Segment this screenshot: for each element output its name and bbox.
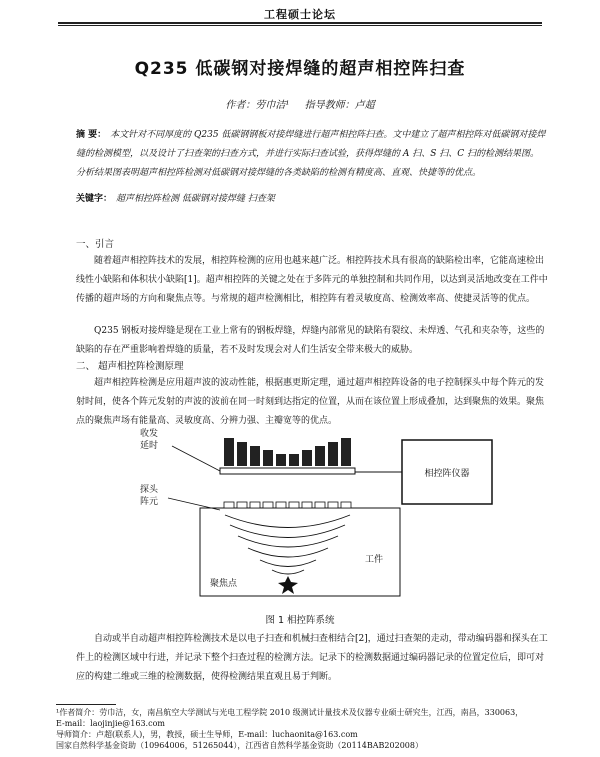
focus-point	[278, 576, 298, 594]
probe-body	[220, 468, 355, 474]
delay-bar	[237, 442, 247, 466]
header-rule-thin	[58, 25, 542, 26]
array-element	[341, 502, 351, 508]
label-instrument: 相控阵仪器	[424, 469, 470, 479]
label-probe: 探头	[140, 485, 159, 495]
abstract	[76, 126, 546, 183]
section-1-paragraph-1: 随着超声相控阵技术的发展，相控阵检测的应用也越来越广泛。相控阵技术具有很高的缺陷检出率，它能高速检出线性小缺陷和体积状小缺陷[1]。超声相控阵的关键之处在于多阵元的单独控制和共同作用，以达到灵活地改变在工件中传播的超声场的方向和聚焦点等。与常规的超声检测相比，相控阵有着灵敏度高、检测效率高、使捷灵活等的优点。	[76, 256, 548, 304]
paper-title: Q235 低碳钢对接焊缝的超声相控阵扫查	[134, 59, 466, 79]
array-element	[250, 502, 260, 508]
delay-bar	[341, 438, 351, 466]
header-rule	[58, 22, 542, 24]
array-element	[276, 502, 286, 508]
advisor-name: 指导教师：卢超	[304, 100, 375, 111]
wavefront	[225, 515, 350, 528]
array-element	[328, 502, 338, 508]
array-element	[315, 502, 325, 508]
delay-leader	[172, 446, 220, 471]
section-2-paragraph-1: 超声相控阵检测是应用超声波的波动性能，根据惠更斯定理，通过超声相控阵设备的电子控制探头中每个阵元的发射时间，使各个阵元发射的声波的波前在同一时刻到达指定的位置，从而在该位置上形成叠加，达到聚焦的效果。聚焦点的聚焦声场有能量高、灵敏度高、分辨力强、主瓣宽等的优点。	[76, 378, 545, 426]
author-name: 作者：劳巾洁¹	[225, 100, 290, 111]
delay-bar	[276, 454, 286, 466]
figure-caption: 图 1 相控阵系统	[265, 615, 335, 626]
keywords	[76, 190, 546, 209]
delay-bar	[302, 450, 312, 466]
label-workpiece: 工件	[365, 555, 384, 565]
section-1-paragraph-2: Q235 钢板对接焊缝是现在工业上常有的钢板焊缝，焊缝内部常见的缺陷有裂纹、未焊透、气孔和夹杂等，这些的缺陷的存在严重影响着焊缝的质量，若不及时发现会对人们生活安全带来极大的威胁。	[76, 326, 545, 355]
section-1-heading: 一、引言	[76, 239, 115, 250]
label-focus: 聚焦点	[210, 579, 238, 589]
delay-bar	[263, 450, 273, 466]
delay-bar	[250, 446, 260, 466]
delay-bars	[224, 438, 351, 466]
delay-bar	[289, 454, 299, 466]
array-element	[263, 502, 273, 508]
array-elements	[224, 502, 351, 508]
footnote-advisor: 导师简介：卢超(联系人)，男，教授，硕士生导师，E-mail：luchaonita@163.com	[56, 730, 358, 739]
array-element	[302, 502, 312, 508]
wavefront	[230, 525, 345, 538]
wavefront	[260, 560, 316, 567]
label-delay: 延时	[140, 441, 159, 451]
delay-bar	[328, 442, 338, 466]
footnote-author: ¹作者简介：劳巾洁，女，南昌航空大学测试与光电工程学院 2010 级测试计量技术及仪器专业硕士研究生，江西，南昌，330063，	[56, 708, 524, 717]
keywords-text: 超声相控阵检测 低碳钢对接焊缝 扫查架	[116, 194, 275, 204]
abstract-text: 本文针对不同厚度的 Q235 低碳钢钢板对接焊缝进行超声相控阵扫查。文中建立了超声相控阵对低碳钢对接焊缝的检测模型，以及设计了扫查架的扫查方式，并进行实际扫查试验，获得焊缝的 A 扫、S 扫、C 扫的检测结果图。分析结果图表明超声相控阵检测对低碳钢对接焊缝的各类缺陷的检测有精度高、直观、快捷等的优点。	[76, 130, 546, 178]
footnote-rule	[56, 704, 116, 705]
label-array: 阵元	[140, 497, 159, 507]
section-2-paragraph-2: 自动或半自动超声相控阵检测技术是以电子扫查和机械扫查相结合[2]，通过扫查架的走动，带动编码器和探头在工件上的检测区域中行进，并记录下整个扫查过程的检测方法。记录下的检测数据通过编码器记录的位置定位后，即可对应的构建二维或三维的检测数据，使得检测结果直观且易于判断。	[76, 634, 548, 682]
delay-bar	[224, 438, 234, 466]
section-2-heading: 二、 超声相控阵检测原理	[76, 361, 184, 372]
keywords-label: 关键字：	[76, 194, 113, 204]
wavefront	[272, 570, 304, 574]
abstract-label: 摘 要：	[76, 130, 107, 140]
array-element	[237, 502, 247, 508]
label-transmit: 收发	[140, 429, 159, 439]
phased-array-figure	[140, 420, 500, 600]
wavefronts	[225, 515, 350, 574]
array-element	[289, 502, 299, 508]
running-header: 工程硕士论坛	[264, 8, 336, 21]
footnote-funding: 国家自然科学基金资助（10964006，51265044），江西省自然科学基金资助（20114BAB202008）	[56, 741, 423, 750]
array-element	[224, 502, 234, 508]
wavefront	[248, 548, 328, 557]
footnote-email: E-mail：laojinjie@163.com	[56, 719, 165, 728]
authors-line	[0, 96, 600, 111]
delay-bar	[315, 446, 325, 466]
